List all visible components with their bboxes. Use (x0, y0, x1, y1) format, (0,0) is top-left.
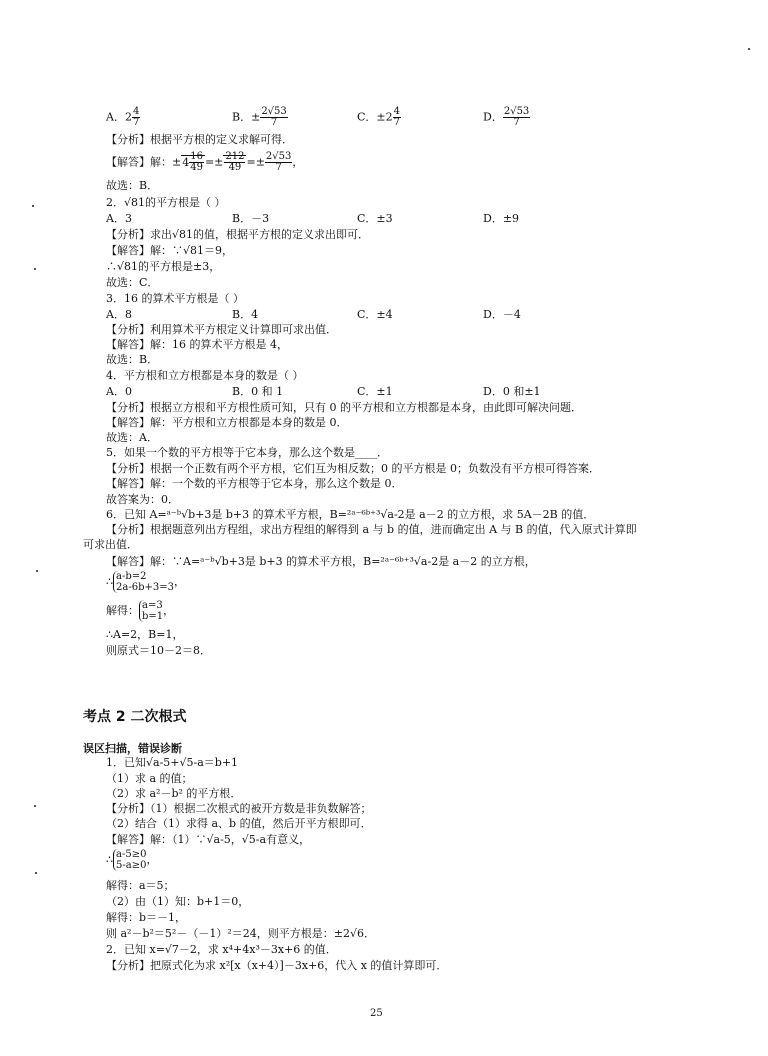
p2-stem: 2．已知 x=√7－2，求 x⁴+4x³－3x+6 的值． (106, 943, 337, 956)
q3-choose: 故选：B． (106, 353, 159, 366)
q2-answer: 【解答】解：∵√81＝9， (106, 244, 234, 257)
q6-analysis-cont: 可求出值． (83, 538, 138, 551)
q5-answer: 【解答】解：一个数的平方根等于它本身，那么这个数是 0． (106, 477, 403, 490)
q2-line2: ∴√81的平方根是±3， (106, 260, 221, 273)
q1-choose: 故选：B． (106, 179, 159, 192)
p1-analysis2: （2）结合（1）求得 a、b 的值，然后开平方根即可． (106, 817, 372, 830)
scan-mark (34, 805, 36, 807)
section-subtitle: 误区扫描，错误诊断 (83, 742, 182, 755)
q2-option-c: C．±3 (357, 212, 393, 225)
q3-option-d: D．－4 (483, 308, 521, 321)
q4-answer: 【解答】解：平方根和立方根都是本身的数是 0． (106, 416, 348, 429)
q5-result: 故答案为：0． (106, 493, 179, 506)
p1-solve2: 解得：b＝－1， (106, 911, 187, 924)
q6-stem: 6．已知 A=ᵃ⁻ᵇ√b+3是 b+3 的算术平方根，B=²ᵃ⁻⁶ᵇ⁺³√a-2是 a－2 的立方根，求 5A－2B 的值． (106, 508, 595, 521)
q1-option-d: D． $\frac{2√53}{7}$ (483, 106, 530, 128)
q6-result: 则原式＝10－2＝8． (106, 644, 211, 657)
q4-option-b: B．0 和 1 (232, 385, 284, 398)
q3-option-b: B．4 (232, 308, 259, 321)
q1-option-a: A．2 $\frac{4}{7}$ (106, 106, 140, 128)
p2-analysis: 【分析】把原式化为求 x²[x（x+4）]－3x+6，代入 x 的值计算即可． (106, 959, 448, 972)
p1-solve1: 解得：a＝5； (106, 879, 175, 892)
q2-analysis: 【分析】求出√81的值，根据平方根的定义求出即可． (106, 228, 370, 241)
q3-analysis: 【分析】利用算术平方根定义计算即可求出值． (106, 323, 337, 336)
scan-mark (748, 48, 750, 50)
p1-inequality-system: ∴ a-5≥0 5-a≥0 ， (106, 849, 158, 871)
q2-stem: 2．√81的平方根是（ ） (106, 196, 226, 209)
p1-result: 则 a²－b²＝5²－（－1）²＝24，则平方根是：±2√6． (106, 927, 375, 940)
q6-analysis: 【分析】根据题意列出方程组，求出方程组的解得到 a 与 b 的值，进而确定出 A 与 B 的值，代入原式计算即 (106, 523, 637, 536)
q6-solution-system: 解得： a=3 b=1 ， (106, 600, 175, 622)
q2-option-a: A．3 (106, 212, 132, 225)
q4-option-a: A．0 (106, 385, 132, 398)
q1-answer: 【解答】解：±4 $\frac{16}{49}$ =± $\frac{212}{49}$ =± $\frac{2√53}{7}$ ， (106, 151, 304, 173)
p1-sub1: （1）求 a 的值； (106, 772, 193, 785)
q3-option-a: A．8 (106, 308, 132, 321)
p1-sub2: （2）求 a²－b² 的平方根． (106, 787, 242, 800)
q6-ab: ∴A=2，B=1， (106, 628, 184, 641)
q5-stem: 5．如果一个数的平方根等于它本身，那么这个数是____． (106, 446, 388, 459)
p1-answer: 【解答】解：（1）∵√a-5，√5-a有意义， (106, 833, 311, 846)
scan-mark (34, 268, 36, 270)
scan-mark (35, 872, 37, 874)
q1-option-b: B．± $\frac{2√53}{7}$ (232, 106, 287, 128)
q3-stem: 3．16 的算术平方根是（ ） (106, 292, 244, 305)
section-title: 考点 2 二次根式 (83, 709, 187, 725)
scan-mark (32, 205, 34, 207)
q1-analysis: 【分析】根据平方根的定义求解可得． (106, 133, 293, 146)
q5-analysis: 【分析】根据一个正数有两个平方根，它们互为相反数；0 的平方根是 0；负数没有平方根可得答案． (106, 462, 600, 475)
q6-equation-system: ∴ a-b=2 2a-6b+3=3 ， (106, 571, 185, 593)
q6-answer: 【解答】解：∵A=ᵃ⁻ᵇ√b+3是 b+3 的算术平方根，B=²ᵃ⁻⁶ᵇ⁺³√a-2是 a－2 的立方根， (106, 555, 536, 568)
q2-option-b: B．－3 (232, 212, 270, 225)
q2-choose: 故选：C． (106, 276, 159, 289)
p1-stem: 1．已知√a-5+√5-a＝b+1 (106, 756, 239, 769)
q4-choose: 故选：A． (106, 431, 158, 444)
page-number: 25 (370, 1008, 383, 1019)
q4-stem: 4．平方根和立方根都是本身的数是（ ） (106, 369, 304, 382)
q3-answer: 【解答】解：16 的算术平方根是 4， (106, 338, 288, 351)
p1-analysis1: 【分析】（1）根据二次根式的被开方数是非负数解答； (106, 802, 372, 815)
q4-option-c: C．±1 (357, 385, 393, 398)
q4-option-d: D．0 和±1 (483, 385, 541, 398)
q4-analysis: 【分析】根据立方根和平方根性质可知，只有 0 的平方根和立方根都是本身，由此即可解决问题． (106, 401, 582, 414)
p1-sub2-answer: （2）由（1）知：b+1＝0， (106, 895, 250, 908)
q2-option-d: D．±9 (483, 212, 520, 225)
scan-mark (36, 570, 38, 572)
q3-option-c: C．±4 (357, 308, 393, 321)
q1-option-c: C．±2 $\frac{4}{7}$ (357, 106, 401, 128)
